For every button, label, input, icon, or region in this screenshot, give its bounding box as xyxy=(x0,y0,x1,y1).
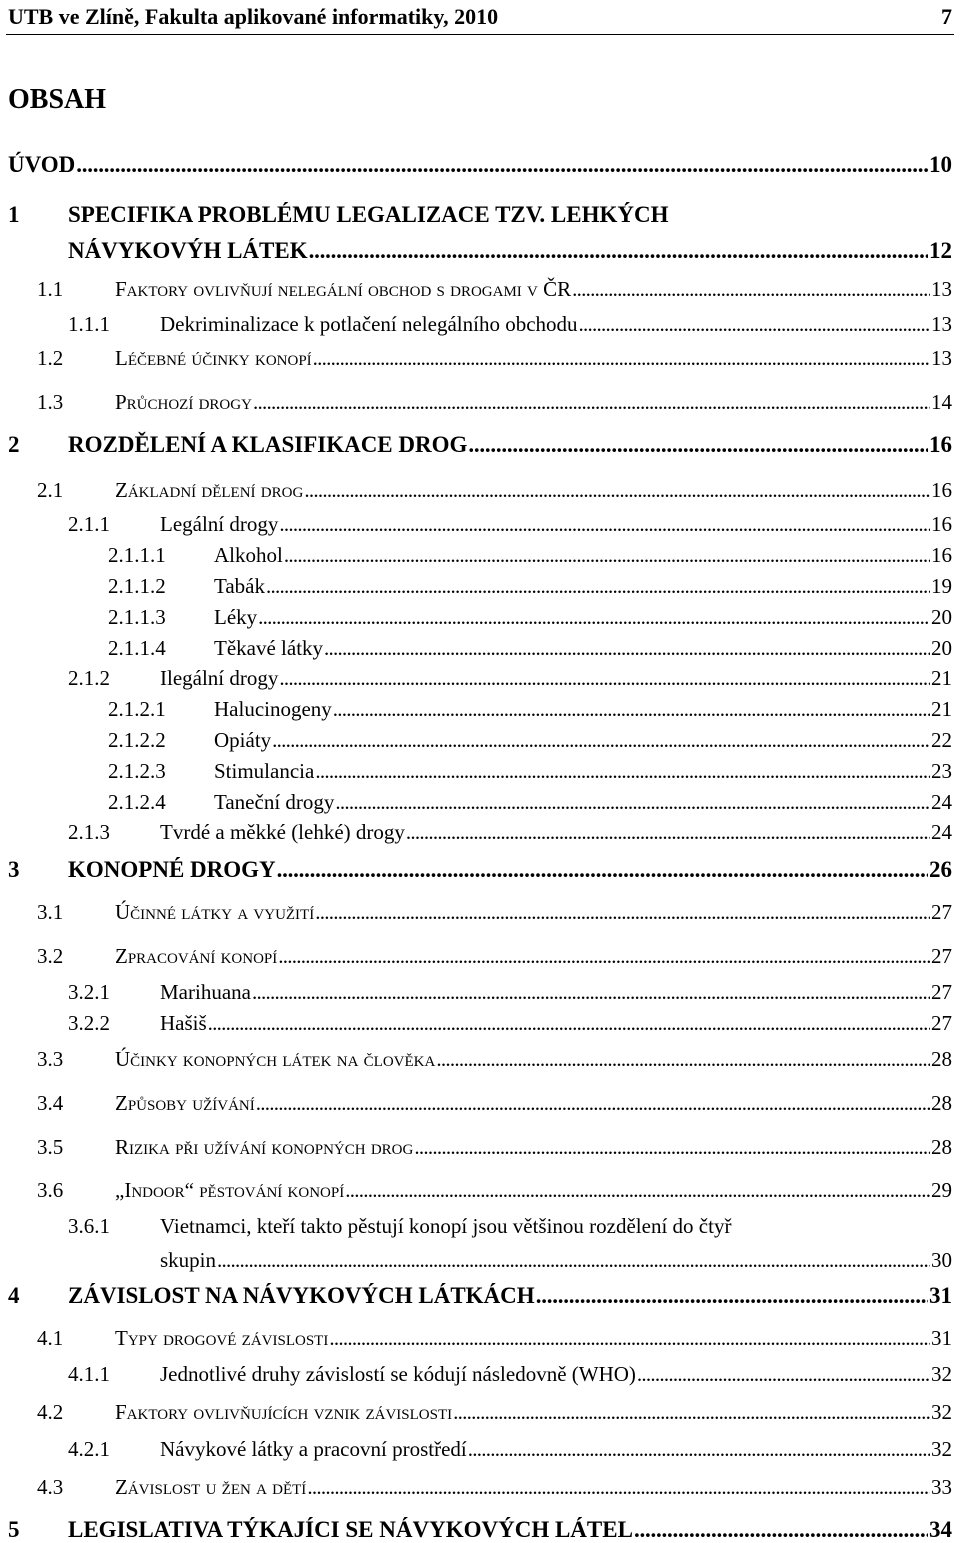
toc-entry-title: Opiáty xyxy=(214,728,272,752)
toc-entry-title: Dekriminalizace k potlačení nelegálního obchodu xyxy=(160,312,578,336)
toc-leader-dots xyxy=(252,980,930,1005)
toc-entry-title: Závislost u žen a dětí xyxy=(115,1475,307,1499)
toc-entry-title: SPECIFIKA PROBLÉMU LEGALIZACE TZV. LEHKÝCH xyxy=(68,202,669,227)
header-title: UTB ve Zlíně, Fakulta aplikované informatiky, 2010 xyxy=(8,4,499,29)
toc-entry-number: 3 xyxy=(8,857,20,882)
toc-entry-page: 16 xyxy=(929,432,952,457)
toc-entry-number: 2.1.2 xyxy=(68,666,110,690)
toc-entry-number: 4.2.1 xyxy=(68,1437,110,1461)
toc-entry-number: 1 xyxy=(8,202,20,227)
toc-entry-title: Typy drogové závislosti xyxy=(115,1326,329,1350)
toc-entry-title: Rizika při užívání konopných drog xyxy=(115,1135,414,1159)
toc-entry-page: 13 xyxy=(931,346,952,370)
toc-entry-page: 22 xyxy=(931,728,952,752)
toc-entry-number: 5 xyxy=(8,1517,20,1542)
toc-entry-number: 2.1.1.3 xyxy=(108,605,166,629)
toc-entry-page: 10 xyxy=(929,152,952,177)
toc-leader-dots xyxy=(572,277,930,302)
toc-entry-page: 28 xyxy=(931,1135,952,1159)
toc-entry-page: 29 xyxy=(931,1178,952,1202)
toc-entry-title-continued: skupin xyxy=(160,1248,217,1272)
toc-entry-page: 16 xyxy=(931,478,952,502)
toc-entry-number: 4.3 xyxy=(37,1475,64,1499)
toc-leader-dots xyxy=(272,728,930,753)
toc-entry-number: 2.1.2.2 xyxy=(108,728,166,752)
toc-leader-dots xyxy=(284,543,930,568)
toc-entry-title: Léčebné účinky konopí xyxy=(115,346,312,370)
toc-entry-title: Návykové látky a pracovní prostředí xyxy=(160,1437,467,1461)
toc-entry-page: 27 xyxy=(931,980,952,1004)
toc-leader-dots xyxy=(313,346,930,371)
toc-leader-dots xyxy=(436,1047,930,1072)
toc-entry-number: 4 xyxy=(8,1283,20,1308)
toc-entry-title: Jednotlivé druhy závislostí se kódují následovně (WHO) xyxy=(160,1362,636,1386)
toc-entry-page: 27 xyxy=(931,1011,952,1035)
toc-entry-number: 2.1.1.2 xyxy=(108,574,166,598)
toc-entry-page: 28 xyxy=(931,1091,952,1115)
toc-leader-dots xyxy=(277,857,928,883)
toc-entry-page: 23 xyxy=(931,759,952,783)
toc-leader-dots xyxy=(468,432,928,458)
toc-entry-number: 2 xyxy=(8,432,20,457)
toc-entry-number: 4.1.1 xyxy=(68,1362,110,1386)
toc-entry-number: 1.1.1 xyxy=(68,312,110,336)
toc-leader-dots xyxy=(258,605,930,630)
toc-entry-page: 21 xyxy=(931,666,952,690)
toc-leader-dots xyxy=(406,820,930,845)
toc-leader-dots xyxy=(579,312,930,337)
toc-entry-page: 33 xyxy=(931,1475,952,1499)
toc-heading: OBSAH xyxy=(8,84,107,115)
toc-entry-page: 12 xyxy=(929,238,952,263)
toc-entry-title: Způsoby užívání xyxy=(115,1091,255,1115)
toc-entry-page: 30 xyxy=(931,1248,952,1272)
toc-leader-dots xyxy=(324,636,930,661)
toc-entry-title: Zpracování konopí xyxy=(115,944,278,968)
toc-leader-dots xyxy=(335,790,930,815)
toc-entry-page: 34 xyxy=(929,1517,952,1542)
toc-entry-title: Halucinogeny xyxy=(214,697,332,721)
toc-entry-page: 20 xyxy=(931,605,952,629)
toc-leader-dots xyxy=(76,152,928,178)
toc-entry-number: 3.1 xyxy=(37,900,64,924)
toc-entry-number: 3.6.1 xyxy=(68,1214,110,1238)
toc-entry-page: 13 xyxy=(931,312,952,336)
toc-entry-title-continued: NÁVYKOVÝH LÁTEK xyxy=(68,238,308,263)
toc-entry-number: 2.1.2.1 xyxy=(108,697,166,721)
toc-leader-dots xyxy=(414,1135,930,1160)
header-page-number: 7 xyxy=(941,4,952,29)
toc-leader-dots xyxy=(208,1011,930,1036)
toc-entry-page: 32 xyxy=(931,1437,952,1461)
toc-entry-page: 19 xyxy=(931,574,952,598)
toc-leader-dots xyxy=(266,574,930,599)
toc-entry-title: Základní dělení drog xyxy=(115,478,304,502)
toc-entry-page: 28 xyxy=(931,1047,952,1071)
toc-entry-title: Těkavé látky xyxy=(214,636,324,660)
toc-entry-page: 14 xyxy=(931,390,952,414)
toc-leader-dots xyxy=(279,512,930,537)
toc-leader-dots xyxy=(453,1400,930,1425)
toc-entry-number: 1.2 xyxy=(37,346,64,370)
toc-entry-title: Faktory ovlivňují nelegální obchod s drogami v ČR xyxy=(115,277,572,301)
toc-leader-dots xyxy=(468,1437,930,1462)
toc-entry-title: LEGISLATIVA TÝKAJÍCI SE NÁVYKOVÝCH LÁTEL xyxy=(68,1517,633,1542)
toc-leader-dots xyxy=(309,238,928,264)
toc-entry-title: Vietnamci, kteří takto pěstují konopí jsou většinou rozdělení do čtyř xyxy=(160,1214,732,1238)
toc-entry-title: Účinky konopných látek na člověka xyxy=(115,1047,436,1071)
toc-entry-title: Léky xyxy=(214,605,258,629)
toc-entry-title: Alkohol xyxy=(214,543,283,567)
toc-entry-page: 32 xyxy=(931,1362,952,1386)
toc-entry-page: 16 xyxy=(931,543,952,567)
toc-entry-number: 2.1.2.4 xyxy=(108,790,166,814)
toc-entry-page: 26 xyxy=(929,857,952,882)
toc-entry-number: 2.1.2.3 xyxy=(108,759,166,783)
toc-entry-number: 3.3 xyxy=(37,1047,64,1071)
toc-leader-dots xyxy=(217,1248,930,1273)
toc-entry-number: 2.1.1.1 xyxy=(108,543,166,567)
toc-entry-number: 1.1 xyxy=(37,277,64,301)
toc-entry-page: 24 xyxy=(931,820,952,844)
toc-entry-title: ZÁVISLOST NA NÁVYKOVÝCH LÁTKÁCH xyxy=(68,1283,535,1308)
toc-leader-dots xyxy=(315,759,930,784)
toc-leader-dots xyxy=(307,1475,930,1500)
toc-leader-dots xyxy=(279,666,930,691)
toc-entry-number: 2.1.1 xyxy=(68,512,110,536)
toc-entry-number: 3.2.1 xyxy=(68,980,110,1004)
toc-entry-page: 24 xyxy=(931,790,952,814)
toc-entry-title: Stimulancia xyxy=(214,759,315,783)
toc-leader-dots xyxy=(634,1517,928,1543)
toc-entry-number: 3.2.2 xyxy=(68,1011,110,1035)
toc-leader-dots xyxy=(278,944,930,969)
toc-entry-number: 2.1 xyxy=(37,478,64,502)
toc-entry-title: Faktory ovlivňujících vznik závislosti xyxy=(115,1400,453,1424)
toc-entry-number: 2.1.3 xyxy=(68,820,110,844)
toc-entry-title: Ilegální drogy xyxy=(160,666,279,690)
toc-entry-title: Průchozí drogy xyxy=(115,390,252,414)
toc-entry-page: 31 xyxy=(931,1326,952,1350)
toc-entry-title: ROZDĚLENÍ A KLASIFIKACE DROG xyxy=(68,432,468,457)
toc-entry-title: Účinné látky a využití xyxy=(115,900,315,924)
toc-leader-dots xyxy=(637,1362,930,1387)
toc-entry-page: 32 xyxy=(931,1400,952,1424)
toc-entry-page: 31 xyxy=(929,1283,952,1308)
toc-entry-number: 2.1.1.4 xyxy=(108,636,166,660)
toc-leader-dots xyxy=(345,1178,930,1203)
toc-entry-page: 21 xyxy=(931,697,952,721)
toc-entry-title: Taneční drogy xyxy=(214,790,335,814)
toc-leader-dots xyxy=(256,1091,930,1116)
toc-entry-title: Marihuana xyxy=(160,980,251,1004)
toc-entry-number: 3.6 xyxy=(37,1178,64,1202)
toc-entry-number: 1.3 xyxy=(37,390,64,414)
toc-entry-page: 16 xyxy=(931,512,952,536)
toc-entry-number: 3.4 xyxy=(37,1091,64,1115)
toc-entry-page: 27 xyxy=(931,900,952,924)
toc-leader-dots xyxy=(253,390,930,415)
toc-entry-title: Tabák xyxy=(214,574,266,598)
toc-entry-number: 3.2 xyxy=(37,944,64,968)
toc-entry-title: Tvrdé a měkké (lehké) drogy xyxy=(160,820,405,844)
toc-leader-dots xyxy=(304,478,930,503)
toc-entry-title: „Indoor“ pěstování konopí xyxy=(115,1178,345,1202)
toc-entry-number: 4.1 xyxy=(37,1326,64,1350)
toc-leader-dots xyxy=(315,900,930,925)
toc-entry-number: 4.2 xyxy=(37,1400,64,1424)
toc-entry-number: 3.5 xyxy=(37,1135,64,1159)
toc-leader-dots xyxy=(329,1326,930,1351)
toc-entry-page: 20 xyxy=(931,636,952,660)
toc-entry-title: KONOPNÉ DROGY xyxy=(68,857,276,882)
toc-entry-title: Legální drogy xyxy=(160,512,279,536)
toc-entry-title: ÚVOD xyxy=(8,152,76,177)
toc-entry-title: Hašiš xyxy=(160,1011,207,1035)
toc-entry-page: 27 xyxy=(931,944,952,968)
toc-leader-dots xyxy=(536,1283,928,1309)
toc-entry-page: 13 xyxy=(931,277,952,301)
toc-leader-dots xyxy=(333,697,930,722)
